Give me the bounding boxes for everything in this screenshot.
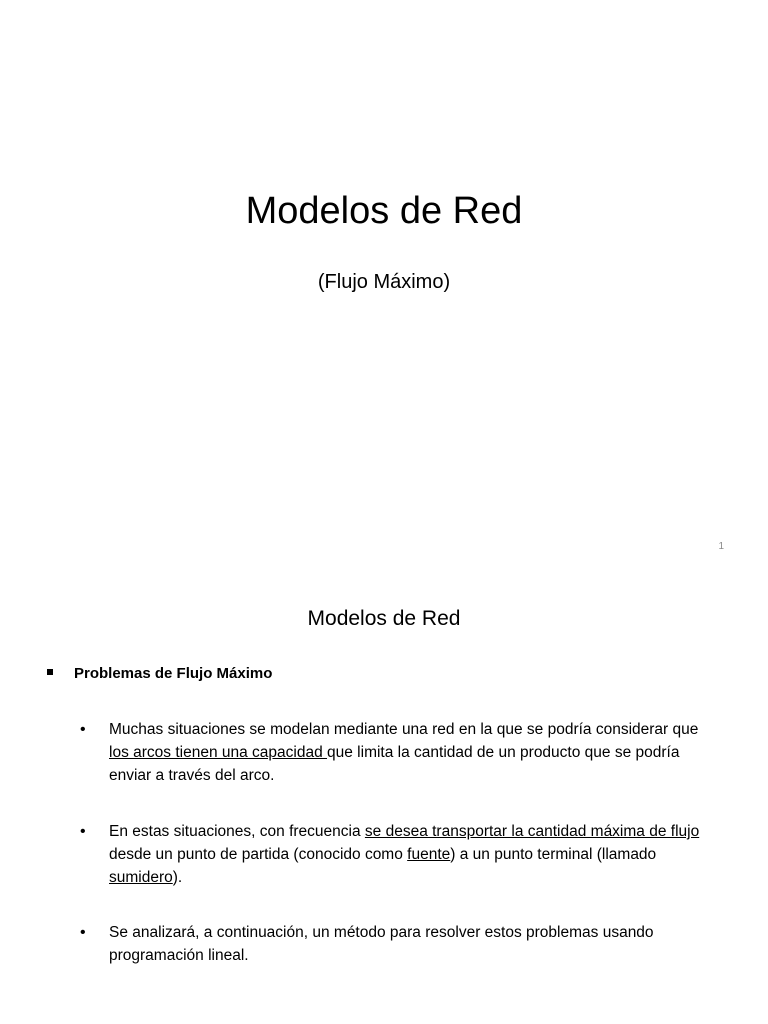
slide-subtitle: (Flujo Máximo) <box>317 271 451 293</box>
bullet-dot-icon: • <box>80 823 86 840</box>
bullet-item <box>80 718 720 787</box>
underlined-phrase: fuente <box>407 846 451 863</box>
section-heading-text: Problemas de Flujo Máximo <box>74 665 273 682</box>
bullet-text-segment: ). <box>172 869 183 886</box>
bullet-text-segment: ) a un punto terminal (llamado <box>450 846 657 863</box>
bullet-text-segment: Muchas situaciones se modelan mediante una red en la que se podría considerar que <box>109 721 699 738</box>
bullet-text: Se analizará, a continuación, un método para resolver estos problemas usando programación lineal. <box>109 924 654 964</box>
slide-title: Modelos de Red <box>307 607 461 630</box>
slide-title: Modelos de Red <box>245 190 523 232</box>
section-heading <box>47 663 272 685</box>
square-bullet-icon <box>47 669 53 675</box>
page-number: 1 <box>718 541 724 552</box>
bullet-text <box>109 820 720 889</box>
bullet-dot-icon: • <box>80 924 86 941</box>
bullet-dot-icon: • <box>80 721 86 738</box>
bullet-text-segment: que limita la cantidad de un producto que se podría enviar a través del arco. <box>109 744 680 784</box>
bullet-text-segment: desde un punto de partida (conocido como <box>109 846 408 863</box>
bullet-item <box>80 820 720 889</box>
slide-2 <box>0 575 768 1024</box>
underlined-phrase: se desea transportar la cantidad máxima de flujo <box>364 823 700 840</box>
underlined-phrase: los arcos tienen una capacidad <box>109 744 328 761</box>
bullet-item <box>80 921 720 967</box>
underlined-phrase: sumidero <box>109 869 173 886</box>
bullet-text <box>109 718 720 787</box>
bullet-text-segment: En estas situaciones, con frecuencia <box>109 823 365 840</box>
